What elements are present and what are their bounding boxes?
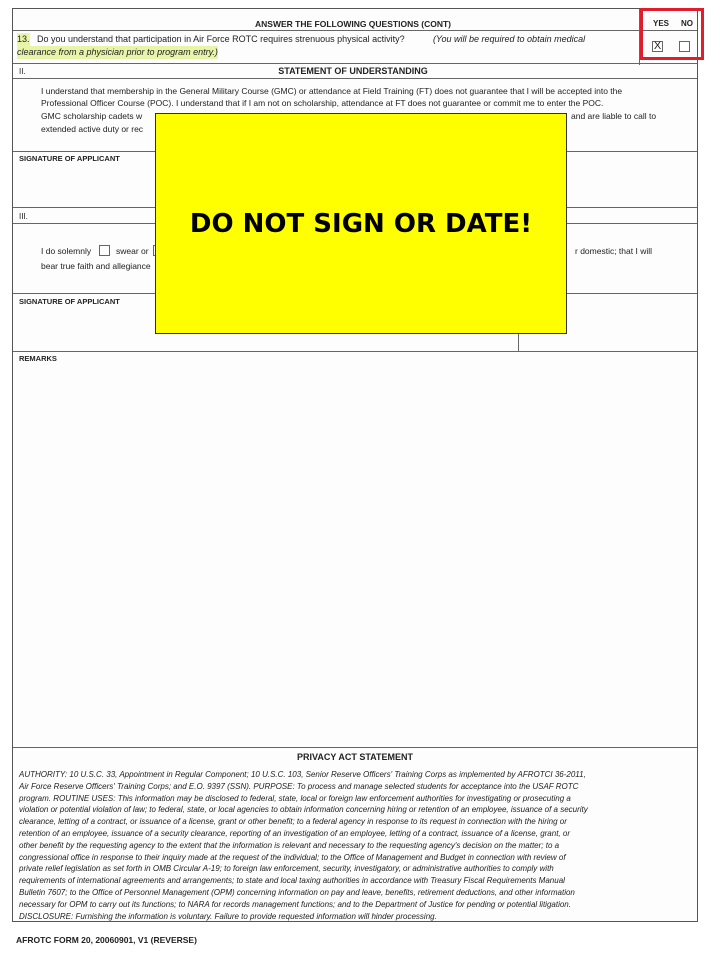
privacy-title: PRIVACY ACT STATEMENT: [296, 752, 413, 762]
yes-checkbox[interactable]: X: [653, 40, 662, 52]
oath-start: I do solemnly: [41, 246, 92, 256]
statement-line-2: Professional Officer Course (POC). I understand that if I am not on scholarship, attendance at FT does not guarantee or commit me to enter the POC.: [41, 98, 604, 108]
privacy-line: retention of an employee, issuance of a security clearance, reporting of an investigation of an employee, letting of a contract, issuance of a license, grant, or: [19, 828, 570, 838]
divider: [13, 63, 697, 64]
privacy-line: requirements of international agreements and arrangements; to state and local taxing authorities in accordance with Treasury Fiscal Requirements Manual: [19, 876, 565, 886]
no-column-label: NO: [681, 19, 693, 28]
privacy-line: program. ROUTINE USES: This information may be disclosed to federal, state, local or foreign law enforcement authorities for investigating or prosecuting a: [19, 793, 571, 803]
yes-no-highlight-box: [640, 8, 704, 60]
privacy-line: congressional office in response to their inquiry made at the request of the individual; to the Office of Management and Budget in connection with review of: [19, 852, 566, 862]
section-2-title: STATEMENT OF UNDERSTANDING: [278, 66, 428, 76]
privacy-line: AUTHORITY: 10 U.S.C. 33, Appointment in Regular Component; 10 U.S.C. 103, Senior Reserve Officers' Training Corps as implemented by AFROTCI 36-2011,: [19, 770, 586, 779]
statement-line-3-tail: and are liable to call to: [571, 111, 657, 121]
privacy-line: necessary for OPM to carry out its functions; to NARA for records management functions; and to the Department of Justice for pending or potential litigation.: [19, 899, 571, 909]
form-footer: AFROTC FORM 20, 20060901, V1 (REVERSE): [16, 935, 197, 945]
statement-line-1: I understand that membership in the General Military Course (GMC) or attendance at Field Training (FT) does not guarantee that I will be accepted into the: [41, 86, 623, 96]
divider: [13, 747, 697, 748]
overlay-text: DO NOT SIGN OR DATE!: [189, 208, 533, 239]
question-13-number: 13.: [17, 34, 30, 44]
signature-label-2: SIGNATURE OF APPLICANT: [19, 297, 120, 306]
divider: [13, 351, 697, 352]
do-not-sign-overlay: [155, 113, 567, 334]
swear-label: swear or: [116, 246, 149, 256]
remarks-field[interactable]: [13, 365, 697, 745]
divider: [13, 78, 697, 79]
privacy-line: Bulletin 7607; to the Office of Personnel Management (OPM) concerning information on pay and leave, benefits, retirement deductions, and other information: [19, 887, 575, 897]
privacy-line: Air Force Reserve Officers' Training Corps; and E.O. 9397 (SSN). PURPOSE: To process and manage selected students for acceptance into the USAF ROTC: [19, 781, 579, 791]
section-3-numeral: III.: [19, 212, 28, 221]
section-header: ANSWER THE FOLLOWING QUESTIONS (CONT): [255, 19, 451, 29]
remarks-label: REMARKS: [19, 354, 57, 363]
section-2-numeral: II.: [19, 67, 26, 76]
question-13-note-a: (You will be required to obtain medical: [433, 34, 586, 44]
divider: [13, 30, 697, 31]
question-13-text: Do you understand that participation in Air Force ROTC requires strenuous physical activity?: [37, 34, 405, 44]
oath-tail: r domestic; that I will: [575, 246, 652, 256]
statement-line-3: GMC scholarship cadets w: [41, 111, 143, 121]
privacy-line: private relief legislation as set forth in OMB Circular A-19; to foreign law enforcement, security, investigatory, or administrative authorities to comply with: [19, 864, 554, 874]
privacy-line: clearance, letting of a contract, or issuance of a license, grant or other benefit; to a federal agency in response to its request in connection with the hiring or: [19, 817, 567, 827]
swear-checkbox[interactable]: [99, 245, 110, 256]
question-13-note-b: clearance from a physician prior to program entry.): [17, 47, 218, 57]
statement-line-4: extended active duty or rec: [41, 124, 144, 134]
oath-line-2: bear true faith and allegiance: [41, 261, 151, 271]
privacy-line: DISCLOSURE: Furnishing the information is voluntary. Failure to provide requested information will hinder processing.: [19, 911, 437, 921]
privacy-line: violation or potential violation of law; to federal, state, or local agencies to obtain information concerning hiring or retention of an employee, issuance of a security: [19, 805, 588, 815]
privacy-text: [19, 769, 691, 922]
privacy-line: other benefit by the requesting agency to the extent that the information is relevant and necessary to the requesting agency's decision on the matter; to a: [19, 840, 560, 850]
yes-column-label: YES: [653, 19, 670, 28]
signature-label-1: SIGNATURE OF APPLICANT: [19, 154, 120, 163]
